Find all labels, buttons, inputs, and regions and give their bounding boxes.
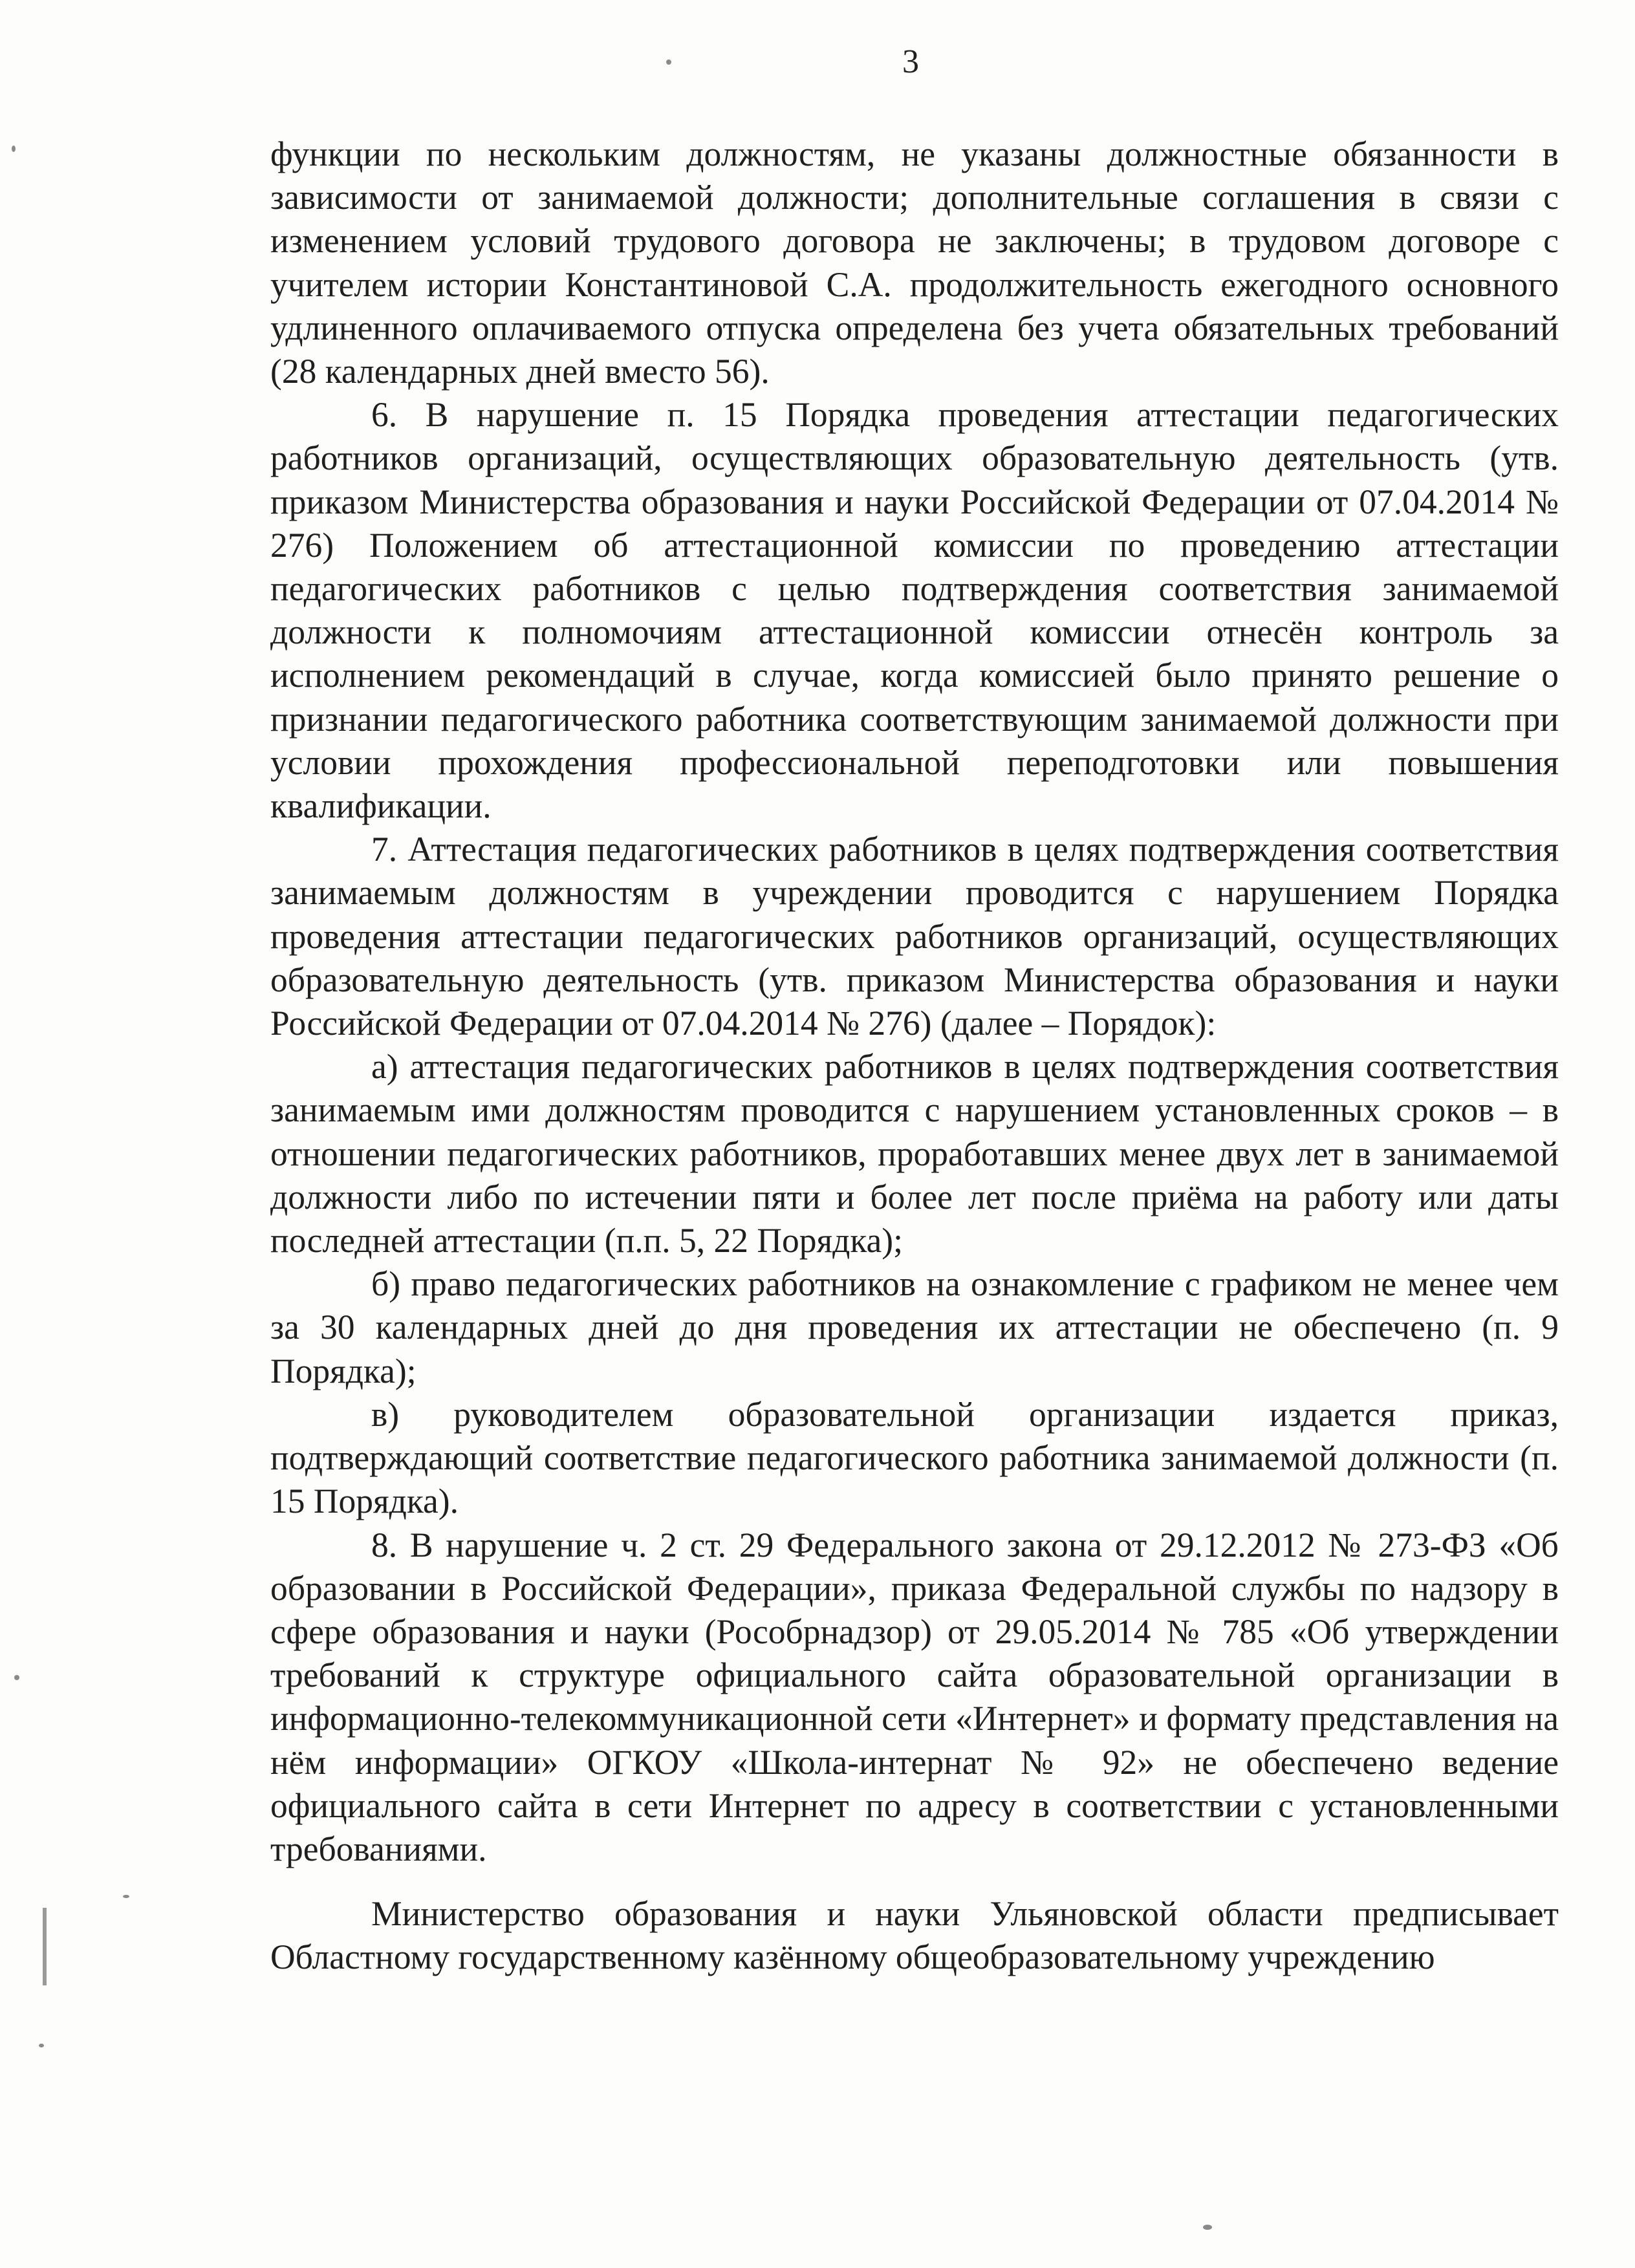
scan-speck	[12, 146, 16, 152]
scan-speck	[1203, 2225, 1212, 2230]
document-body	[270, 133, 1559, 1980]
scan-speck	[123, 1895, 129, 1898]
paragraph-item-6: 6. В нарушение п. 15 Порядка проведения аттестации педагогических работников организаций, осуществляющих образовательную деятельность (утв. приказом Министерства образования и науки Российской Федерации от 07.04.2014 № 276) Положением об аттестационной комиссии по проведению аттестации педагогических работников с целью подтверждения соответствия занимаемой должности к полномочиям аттестационной комиссии отнесён контроль за исполнением рекомендаций в случае, когда комиссией было принято решение о признании педагогического работника соответствующим занимаемой должности при условии прохождения профессиональной переподготовки или повышения квалификации.	[270, 395, 1559, 826]
paragraph-subitem-b: б) право педагогических работников на ознакомление с графиком не менее чем за 30 календарных дней до дня проведения их аттестации не обеспечено (п. 9 Порядка);	[270, 1264, 1559, 1390]
scan-mark	[43, 1908, 47, 1985]
paragraph-prescription: Министерство образования и науки Ульяновской области предписывает Областному государственному казённому общеобразовательному учреждению	[270, 1894, 1559, 1977]
paragraph-item-7: 7. Аттестация педагогических работников в целях подтверждения соответствия занимаемым должностям в учреждении проводится с нарушением Порядка проведения аттестации педагогических работников организаций, осуществляющих образовательную деятельность (утв. приказом Министерства образования и науки Российской Федерации от 07.04.2014 № 276) (далее – Порядок):	[270, 830, 1559, 1043]
paragraph-subitem-a: а) аттестация педагогических работников в целях подтверждения соответствия занимаемым ими должностям проводится с нарушением установленных сроков – в отношении педагогических работников, проработавших менее двух лет в занимаемой должности либо по истечении пяти и более лет после приёма на работу или даты последней аттестации (п.п. 5, 22 Порядка);	[270, 1047, 1559, 1260]
scan-speck	[666, 59, 671, 65]
scan-speck	[14, 1675, 19, 1680]
scan-speck	[39, 2044, 44, 2047]
paragraph-item-8: 8. В нарушение ч. 2 ст. 29 Федерального закона от 29.12.2012 № 273-ФЗ «Об образовании в Российской Федерации», приказа Федеральной службы по надзору в сфере образования и науки (Рособрнадзор) от 29.05.2014 № 785 «Об утверждении требований к структуре официального сайта образовательной организации в информационно-телекоммуникационной сети «Интернет» и формату представления на нём информации» ОГКОУ «Школа-интернат № 92» не обеспечено ведение официального сайта в сети Интернет по адресу в соответствии с установленными требованиями.	[270, 1525, 1559, 1868]
paragraph-subitem-v: в) руководителем образовательной организации издается приказ, подтверждающий соответствие педагогического работника занимаемой должности (п. 15 Порядка).	[270, 1394, 1559, 1521]
page-number: 3	[902, 43, 919, 80]
paragraph-continuation: функции по нескольким должностям, не указаны должностные обязанности в зависимости от занимаемой должности; дополнительные соглашения в связи с изменением условий трудового договора не заключены; в трудовом договоре с учителем истории Константиновой С.А. продолжительность ежегодного основного удлиненного оплачиваемого отпуска определена без учета обязательных требований (28 календарных дней вместо 56).	[270, 135, 1559, 391]
